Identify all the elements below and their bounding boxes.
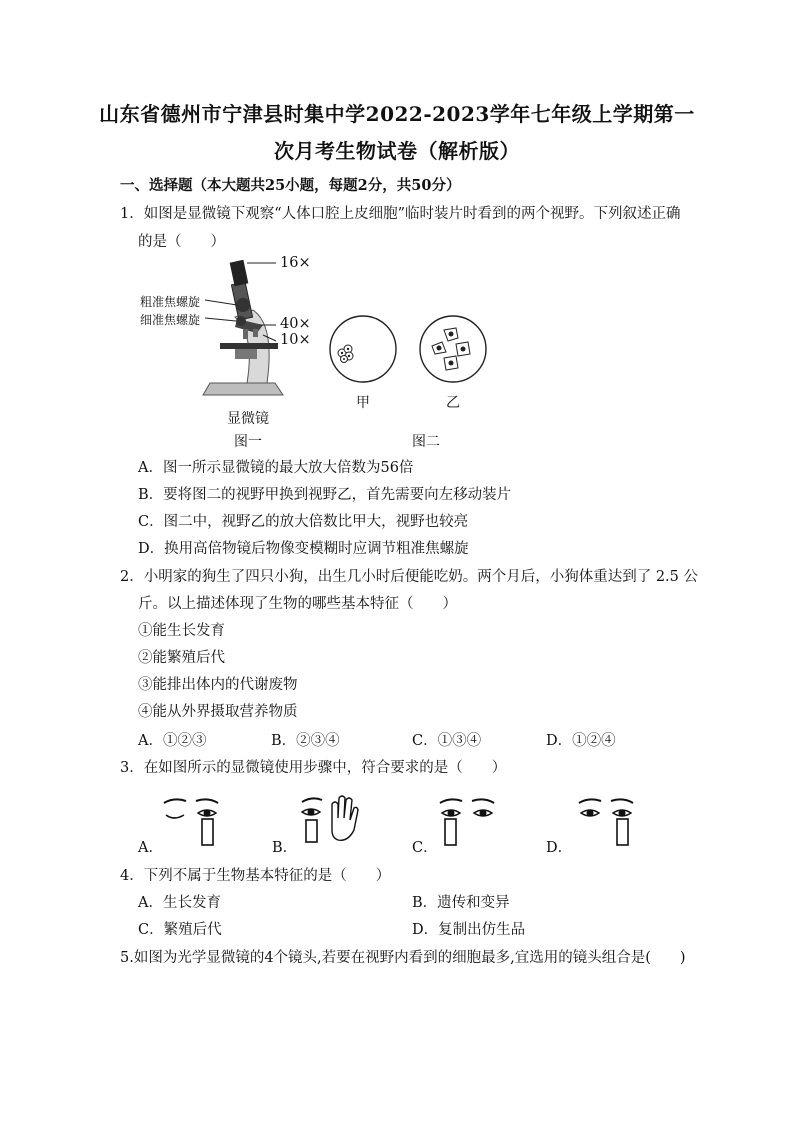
fine-focus-label: 细准焦螺旋 [140, 313, 201, 327]
figure1-caption: 图一 [234, 434, 262, 450]
view-b-label: 乙 [446, 395, 460, 411]
q3-option-d: D． [546, 840, 573, 856]
view-a-label: 甲 [356, 395, 370, 411]
q1-stem-line1: 1．如图是显微镜下观察“人体口腔上皮细胞”临时装片时看到的两个视野。下列叙述正确 [120, 206, 681, 222]
field-of-view-a [328, 314, 398, 384]
q2-item-1: ①能生长发育 [138, 623, 225, 639]
q1-option-a: A．图一所示显微镜的最大放大倍数为56倍 [138, 460, 414, 476]
coarse-focus-label: 粗准焦螺旋 [140, 295, 201, 309]
q2-stem-line2: 斤。以上描述体现了生物的哪些基本特征（ ） [138, 596, 457, 612]
q1-option-c: C．图二中，视野乙的放大倍数比甲大，视野也较亮 [138, 514, 469, 530]
q4-stem: 4．下列不属于生物基本特征的是（ ） [120, 868, 391, 884]
microscope-caption: 显微镜 [227, 411, 269, 427]
q3-figure-d [575, 795, 645, 850]
q1-stem-line2: 的是（ ） [138, 234, 225, 250]
q3-option-c: C． [412, 840, 438, 856]
q3-option-a: A． [138, 840, 163, 856]
q2-item-3: ③能排出体内的代谢废物 [138, 677, 298, 693]
q3-option-b: B． [272, 840, 298, 856]
q3-figure-a [160, 795, 230, 850]
q3-figure-b [298, 790, 378, 845]
q4-option-d: D．复制出仿生品 [412, 922, 526, 938]
q2-option-c: C．①③④ [412, 733, 482, 749]
section-heading: 一、选择题（本大题共25小题，每题2分，共50分） [120, 177, 461, 194]
q4-option-c: C．繁殖后代 [138, 922, 222, 938]
q2-item-4: ④能从外界摄取营养物质 [138, 704, 298, 720]
objective-10x-label: 10× [280, 332, 311, 348]
q4-option-b: B．遗传和变异 [412, 895, 510, 911]
q1-option-b: B．要将图二的视野甲换到视野乙，首先需要向左移动装片 [138, 487, 512, 503]
figure2-caption: 图二 [412, 434, 440, 450]
q5-stem: 5.如图为光学显微镜的4个镜头,若要在视野内看到的细胞最多,宜选用的镜头组合是( ) [120, 950, 686, 966]
q3-stem: 3．在如图所示的显微镜使用步骤中，符合要求的是（ ） [120, 760, 507, 776]
field-of-view-b [418, 314, 488, 384]
eyepiece-label: 16× [280, 255, 311, 271]
q2-option-b: B．②③④ [271, 733, 340, 749]
q2-option-a: A．①②③ [138, 733, 207, 749]
q2-item-2: ②能繁殖后代 [138, 650, 225, 666]
page-title-line2: 次月考生物试卷（解析版） [274, 139, 520, 163]
q4-option-a: A．生长发育 [138, 895, 221, 911]
objective-40x-label: 40× [280, 316, 311, 332]
q2-stem-line1: 2．小明家的狗生了四只小狗，出生几小时后便能吃奶。两个月后，小狗体重达到了 2.5 公 [120, 569, 698, 585]
page-title-line1: 山东省德州市宁津县时集中学2022-2023学年七年级上学期第一 [99, 102, 695, 126]
q3-figure-c [436, 795, 506, 850]
q1-option-d: D．换用高倍物镜后物像变模糊时应调节粗准焦螺旋 [138, 541, 469, 557]
q2-option-d: D．①②④ [546, 733, 616, 749]
